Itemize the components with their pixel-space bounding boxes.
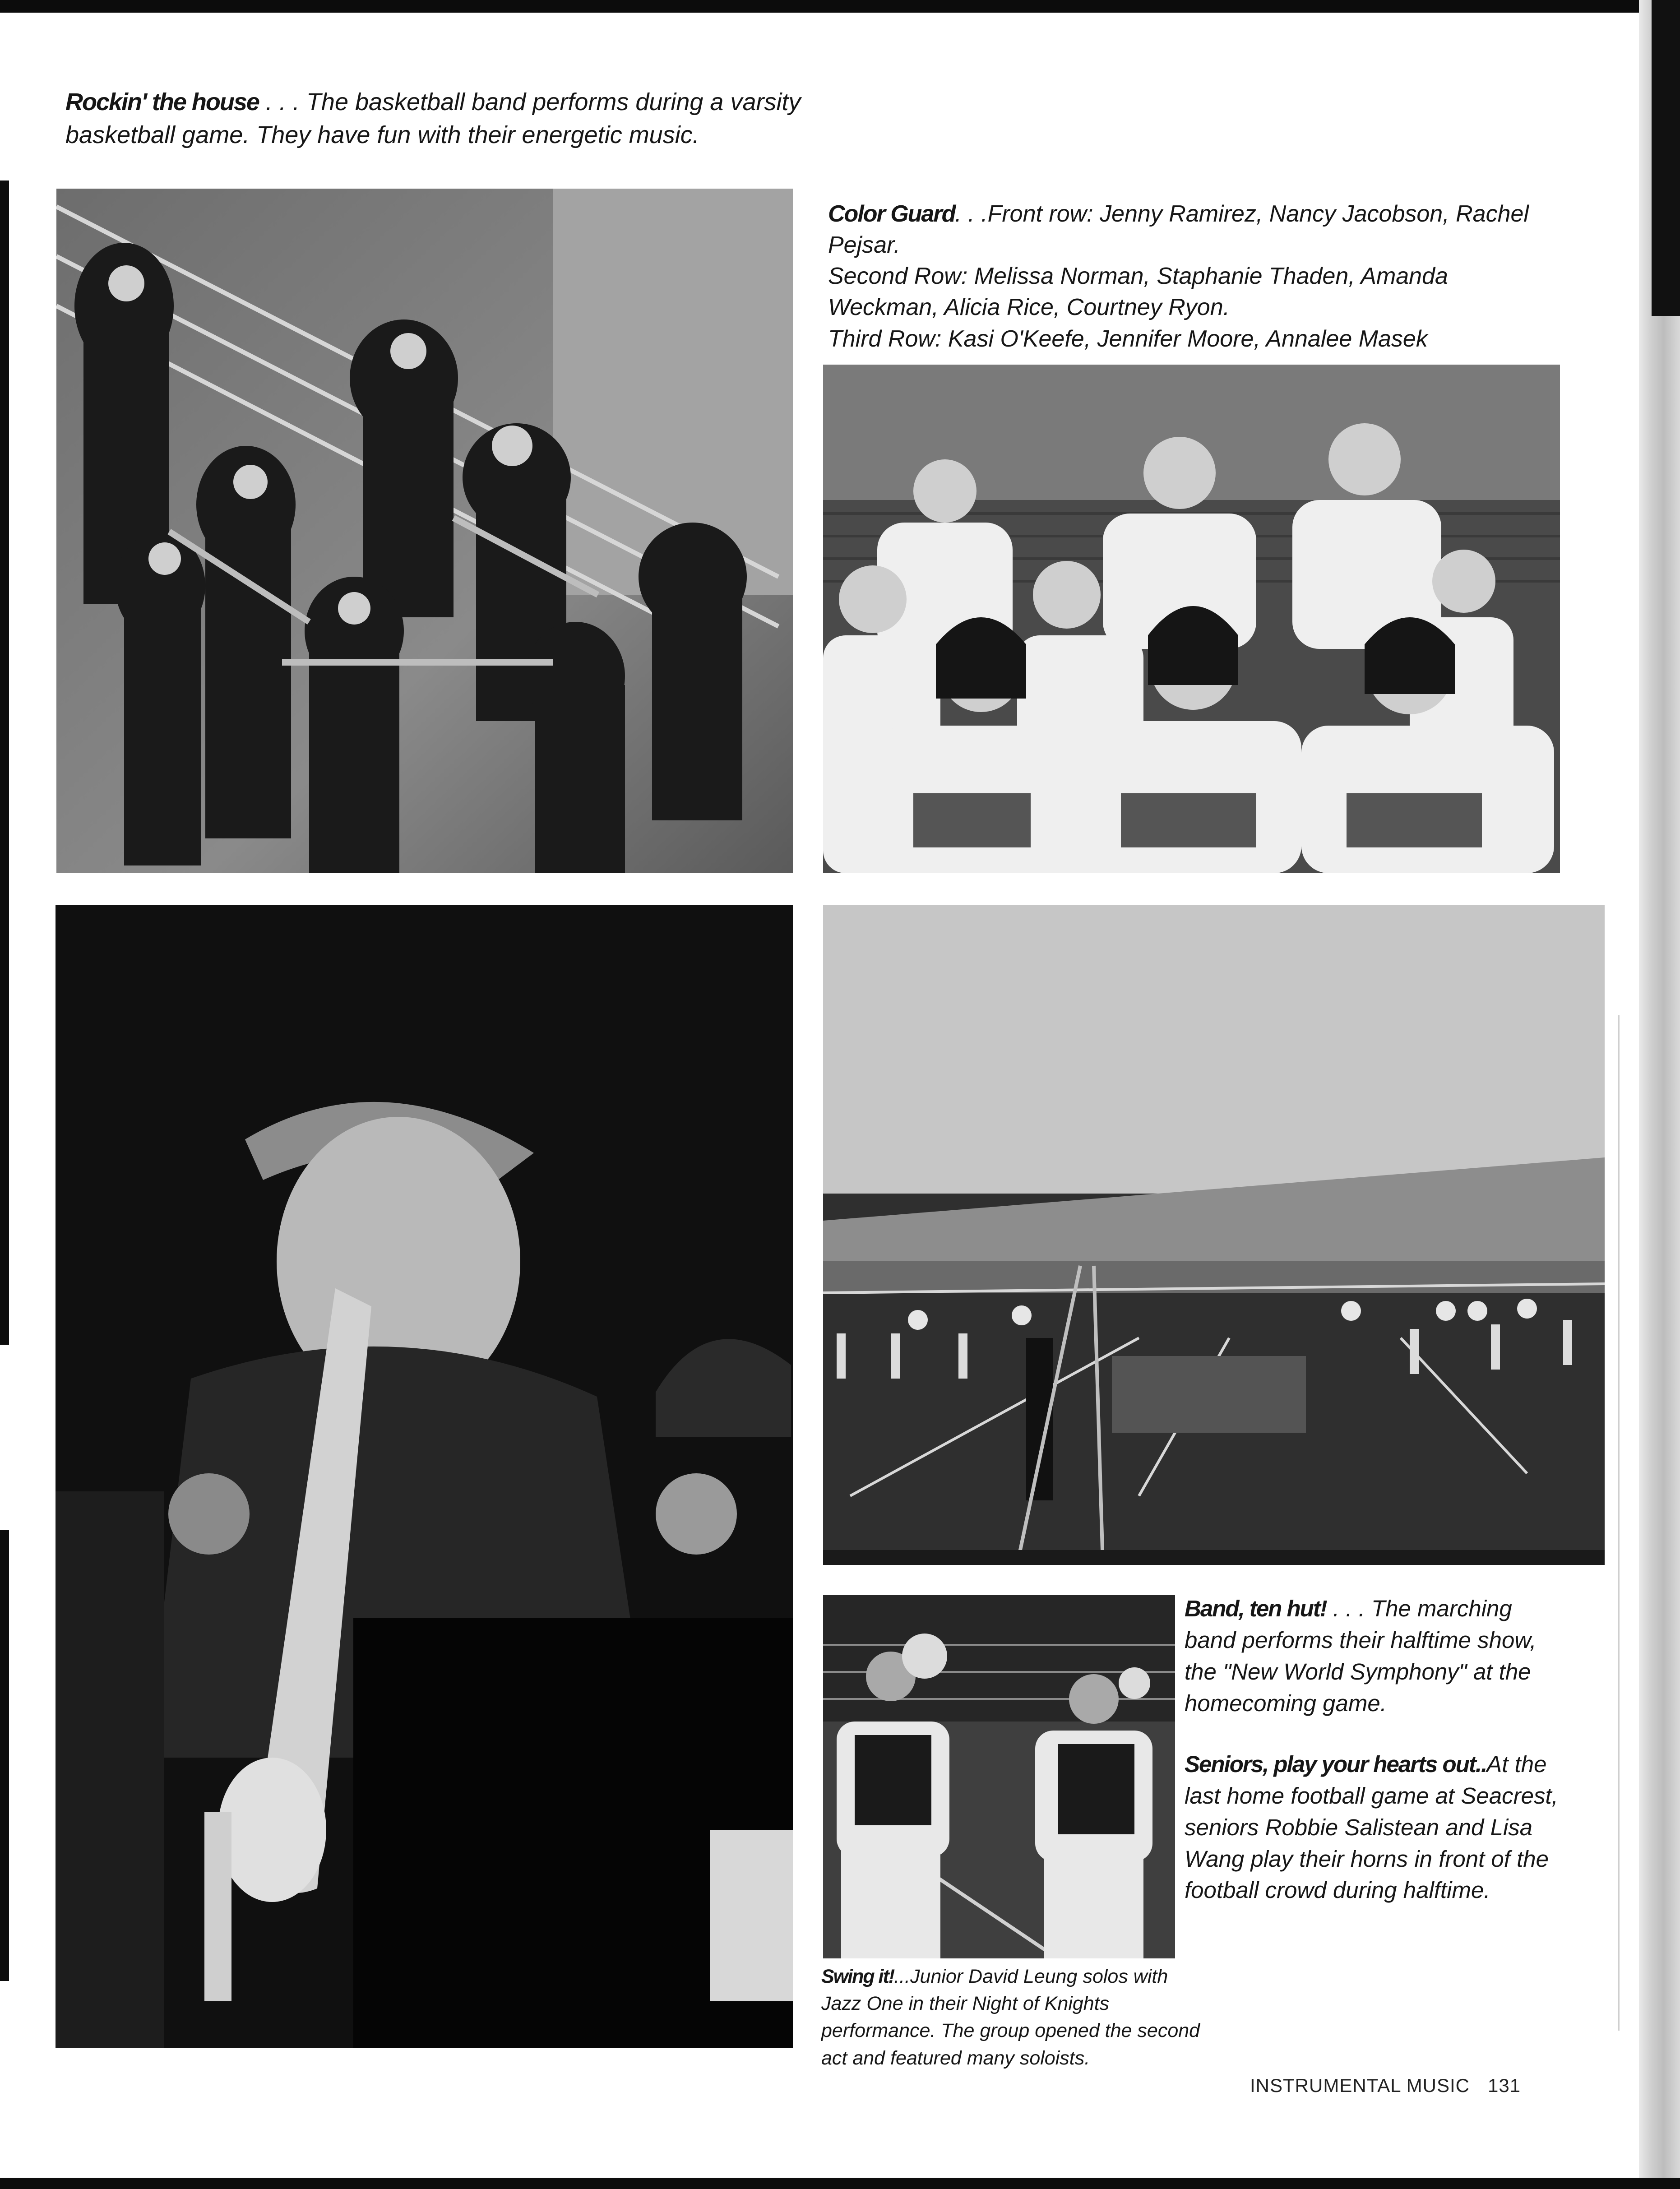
photo-saxophone-soloist <box>56 905 793 2048</box>
photo-basketball-band <box>56 189 793 873</box>
photo-halftime-field <box>823 905 1605 1565</box>
section-name: INSTRUMENTAL MUSIC <box>1250 2075 1470 2096</box>
caption-body: At the last home football game at Seacrest, seniors Robbie Salistean and Lisa Wang play their horns in front of the football crowd during halftime. <box>1185 1751 1558 1903</box>
margin-rule <box>1618 1015 1620 2031</box>
page-left-edge <box>0 180 9 1345</box>
caption-body: ...Junior David Leung solos with Jazz One in their Night of Knights performance. The group opened the second act and featured many soloists. <box>821 1966 1200 2069</box>
page-folio <box>1250 2075 1521 2096</box>
caption-band-ten-hut <box>1185 1593 1564 1719</box>
caption-seniors <box>1185 1749 1564 1906</box>
page-corner-shadow <box>1652 0 1680 316</box>
page-left-edge-lower <box>0 1530 9 1981</box>
page-bottom-edge <box>0 2178 1680 2189</box>
caption-body: . . .Front row: Jenny Ramirez, Nancy Jacobson, Rachel Pejsar. <box>828 201 1529 259</box>
caption-title: Swing it! <box>821 1966 894 1987</box>
caption-front-row <box>828 199 1559 261</box>
page-gutter-edge <box>1639 0 1680 2189</box>
caption-second-row: Second Row: Melissa Norman, Staphanie Thaden, Amanda Weckman, Alicia Rice, Courtney Ryon. <box>828 263 1448 321</box>
photo-color-guard <box>823 365 1560 873</box>
caption-swing-it <box>821 1963 1205 2072</box>
caption-title: Seniors, play your hearts out.. <box>1185 1751 1487 1777</box>
page-top-edge <box>0 0 1680 13</box>
caption-title: Band, ten hut! <box>1185 1596 1327 1621</box>
page-number: 131 <box>1488 2075 1521 2096</box>
caption-third-row: Third Row: Kasi O'Keefe, Jennifer Moore, Annalee Masek <box>828 325 1428 352</box>
caption-body: . . . The basketball band performs during a varsity basketball game. They have fun with their energetic music. <box>65 88 801 148</box>
caption-title: Rockin' the house <box>65 88 259 116</box>
caption-color-guard <box>828 199 1559 355</box>
photo-seniors-trumpets <box>823 1595 1175 1958</box>
caption-title: Color Guard <box>828 201 955 227</box>
caption-body: . . . The marching band performs their halftime show, the "New World Symphony" at the homecoming game. <box>1185 1596 1537 1716</box>
caption-rockin-the-house <box>65 86 833 152</box>
